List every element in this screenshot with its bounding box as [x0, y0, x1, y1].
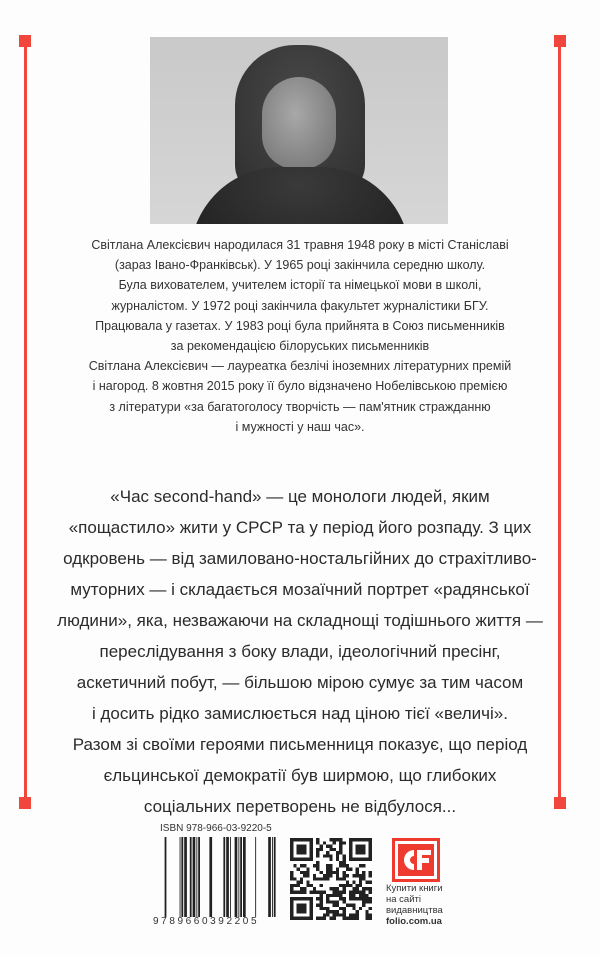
qr-module	[362, 871, 365, 874]
qr-module	[362, 904, 365, 907]
qr-module	[303, 887, 306, 890]
barcode-bar	[243, 837, 246, 917]
publisher-logo	[392, 838, 440, 882]
qr-module	[349, 868, 352, 871]
qr-module	[365, 881, 368, 884]
annotation-line: переслідування з боку влади, ідеологічний пресінг,	[99, 642, 501, 661]
qr-module	[306, 881, 309, 884]
qr-module	[336, 874, 339, 877]
qr-module	[359, 897, 362, 900]
qr-module	[293, 864, 296, 867]
qr-module	[326, 897, 329, 900]
qr-module	[349, 894, 352, 897]
bio-line: з літератури «за багатоголосу творчість — пам'ятник стражданню	[109, 399, 491, 414]
bio-line: Світлана Алексієвич — лауреатка безлічі іноземних літературних премій	[88, 359, 512, 374]
qr-module	[333, 904, 336, 907]
author-bio	[60, 235, 540, 437]
qr-module	[329, 854, 332, 857]
qr-module	[297, 868, 300, 871]
qr-module	[369, 871, 372, 874]
annotation-line: «пощастило» жити у СРСР та у період його розпаду. З цих	[68, 518, 532, 537]
qr-module	[297, 881, 300, 884]
qr-module	[352, 897, 355, 900]
qr-module	[342, 874, 345, 877]
qr-module	[290, 890, 293, 893]
barcode-bar	[274, 837, 276, 917]
qr-module	[356, 868, 359, 871]
qr-module	[323, 874, 326, 877]
shop-line: на сайті	[386, 894, 421, 905]
qr-module	[323, 907, 326, 910]
qr-module	[356, 910, 359, 913]
qr-module	[342, 887, 345, 890]
bio-line: Була вихователем, учителем історії та німецької мови в школі,	[118, 278, 482, 293]
qr-module	[320, 894, 323, 897]
qr-module	[329, 910, 332, 913]
qr-module	[306, 871, 309, 874]
barcode-bar	[240, 837, 242, 917]
qr-module	[339, 848, 342, 851]
qr-module	[342, 858, 345, 861]
qr-module	[339, 841, 342, 844]
annotation-line: Разом зі своїми героями письменниця показує, що період	[72, 735, 528, 754]
qr-module	[369, 890, 372, 893]
barcode-bar	[165, 837, 167, 917]
qr-module	[329, 894, 332, 897]
qr-module	[329, 900, 332, 903]
qr-module	[352, 907, 355, 910]
barcode-number: 9789660392205	[153, 916, 260, 927]
qr-module	[365, 894, 368, 897]
qr-module	[365, 900, 368, 903]
photo-face	[262, 77, 336, 169]
qr-module	[303, 874, 306, 877]
qr-module	[323, 917, 326, 920]
qr-module	[342, 907, 345, 910]
qr-module	[333, 871, 336, 874]
qr-module	[339, 838, 342, 841]
qr-module	[316, 897, 319, 900]
bio-line: журналістом. У 1972 році закінчила факультет журналістики БГУ.	[111, 298, 489, 313]
qr-module	[326, 910, 329, 913]
qr-module	[316, 868, 319, 871]
qr-module	[356, 887, 359, 890]
qr-module	[349, 913, 352, 916]
qr-module	[326, 874, 329, 877]
qr-module	[333, 838, 336, 841]
qr-module	[339, 913, 342, 916]
qr-module	[356, 897, 359, 900]
rail-cap-bottom-left	[19, 797, 31, 809]
qr-module	[336, 871, 339, 874]
qr-module	[369, 913, 372, 916]
bio-line: і мужності у наш час».	[235, 419, 365, 434]
barcode-bar	[272, 837, 273, 917]
qr-module	[342, 877, 345, 880]
qr-module	[333, 841, 336, 844]
qr-module	[336, 910, 339, 913]
qr-module	[320, 871, 323, 874]
qr-module	[369, 917, 372, 920]
barcode	[157, 837, 277, 917]
shop-line: Купити книги	[386, 883, 443, 894]
qr-module	[339, 864, 342, 867]
qr-module	[349, 897, 352, 900]
barcode-bar	[184, 837, 187, 917]
qr-module	[362, 887, 365, 890]
qr-module	[320, 897, 323, 900]
qr-module	[339, 890, 342, 893]
qr-module	[362, 877, 365, 880]
qr-module	[336, 877, 339, 880]
qr-module	[290, 871, 293, 874]
qr-module	[342, 917, 345, 920]
qr-module	[316, 854, 319, 857]
qr-module	[359, 877, 362, 880]
qr-module	[365, 897, 368, 900]
qr-code[interactable]	[290, 838, 372, 920]
qr-module	[326, 900, 329, 903]
qr-module	[293, 877, 296, 880]
qr-module	[359, 890, 362, 893]
qr-module	[362, 900, 365, 903]
qr-module	[346, 864, 349, 867]
qr-module	[290, 884, 293, 887]
rail-line-left	[24, 44, 27, 800]
qr-module	[346, 874, 349, 877]
qr-module	[320, 907, 323, 910]
qr-module	[316, 861, 319, 864]
barcode-bar	[226, 837, 229, 917]
qr-module	[320, 900, 323, 903]
barcode-bar	[193, 837, 196, 917]
qr-module	[356, 871, 359, 874]
annotation-line: одкровень — від замиловано-ностальгійних до страхітливо-	[63, 549, 537, 568]
annotation-line: соціальних перетворень не відбулося...	[143, 797, 457, 816]
qr-module	[339, 907, 342, 910]
barcode-bar	[209, 837, 212, 917]
qr-module	[369, 874, 372, 877]
qr-module	[290, 874, 293, 877]
barcode-bar	[238, 837, 239, 917]
qr-module	[326, 894, 329, 897]
qr-module	[323, 890, 326, 893]
isbn-label: ISBN 978-966-03-9220-5	[160, 823, 272, 834]
qr-module	[369, 897, 372, 900]
qr-module	[365, 917, 368, 920]
qr-module	[333, 848, 336, 851]
qr-module	[303, 864, 306, 867]
qr-module	[326, 868, 329, 871]
qr-module	[336, 904, 339, 907]
qr-module	[346, 868, 349, 871]
qr-module	[342, 900, 345, 903]
qr-module	[346, 904, 349, 907]
qr-module	[339, 884, 342, 887]
annotation-line: «Час second-hand» — це монологи людей, яким	[110, 487, 490, 506]
qr-module	[336, 858, 339, 861]
qr-module	[336, 890, 339, 893]
qr-module	[329, 848, 332, 851]
qr-module	[342, 890, 345, 893]
qr-module	[323, 877, 326, 880]
bio-line: за рекомендацією білоруських письменників	[170, 339, 430, 354]
qr-module	[349, 884, 352, 887]
qr-module	[303, 871, 306, 874]
qr-module	[342, 841, 345, 844]
qr-module	[352, 890, 355, 893]
qr-module	[300, 864, 303, 867]
qr-module	[297, 890, 300, 893]
qr-module	[313, 887, 316, 890]
barcode-bar	[190, 837, 192, 917]
qr-module	[329, 917, 332, 920]
qr-module	[346, 917, 349, 920]
qr-module	[359, 864, 362, 867]
qr-module	[316, 838, 319, 841]
qr-module	[365, 887, 368, 890]
qr-module	[306, 884, 309, 887]
qr-module	[333, 900, 336, 903]
qr-module	[313, 864, 316, 867]
qr-module	[313, 890, 316, 893]
qr-module	[316, 904, 319, 907]
qr-module	[300, 871, 303, 874]
qr-module	[356, 845, 366, 855]
qr-module	[362, 864, 365, 867]
annotation-line: і досить рідко замислюється над ціною тієї «величі».	[92, 704, 508, 723]
qr-module	[359, 884, 362, 887]
qr-module	[359, 874, 362, 877]
qr-module	[316, 890, 319, 893]
qr-module	[316, 851, 319, 854]
qr-module	[346, 884, 349, 887]
publisher-site-link[interactable]: folio.com.ua	[386, 916, 442, 927]
qr-module	[336, 838, 339, 841]
qr-module	[339, 861, 342, 864]
qr-module	[349, 890, 352, 893]
qr-module	[329, 838, 332, 841]
author-photo	[150, 37, 448, 224]
qr-module	[342, 861, 345, 864]
annotation-line: людини», яка, незважаючи на складнощі тодішнього життя —	[57, 611, 543, 630]
bio-line: і нагород. 8 жовтня 2015 року її було відзначено Нобелівською премією	[92, 379, 508, 394]
qr-module	[320, 877, 323, 880]
qr-module	[316, 917, 319, 920]
annotation-line: аскетичний побут, — більшою мірою сумує за тим часом	[76, 673, 524, 692]
qr-module	[352, 917, 355, 920]
shop-line: видавництва	[386, 905, 443, 916]
qr-module	[336, 868, 339, 871]
qr-module	[329, 868, 332, 871]
qr-module	[320, 845, 323, 848]
qr-module	[333, 890, 336, 893]
barcode-bar	[198, 837, 200, 917]
qr-module	[352, 904, 355, 907]
qr-module	[336, 900, 339, 903]
annotation-line: муторних — і складається мозаїчний портрет «радянської	[70, 580, 530, 599]
qr-module	[369, 900, 372, 903]
qr-module	[339, 877, 342, 880]
qr-module	[336, 854, 339, 857]
qr-module	[323, 854, 326, 857]
qr-module	[316, 848, 319, 851]
qr-module	[362, 890, 365, 893]
qr-module	[297, 904, 307, 914]
qr-module	[306, 868, 309, 871]
qr-module	[336, 913, 339, 916]
qr-module	[320, 848, 323, 851]
qr-module	[359, 881, 362, 884]
qr-module	[349, 917, 352, 920]
qr-module	[320, 884, 323, 887]
qr-module	[336, 851, 339, 854]
qr-module	[326, 854, 329, 857]
qr-module	[359, 894, 362, 897]
qr-module	[342, 854, 345, 857]
barcode-bar	[255, 837, 256, 917]
barcode-bar	[268, 837, 271, 917]
annotation-line: єльцинської демократії був ширмою, що глибоких	[103, 766, 497, 785]
qr-module	[326, 871, 329, 874]
bio-line: Працювала у газетах. У 1983 році була прийнята в Союз письменників	[95, 318, 505, 333]
qr-module	[362, 874, 365, 877]
qr-module	[352, 894, 355, 897]
book-annotation	[40, 481, 560, 822]
qr-module	[352, 874, 355, 877]
qr-module	[342, 884, 345, 887]
qr-module	[306, 874, 309, 877]
qr-module	[329, 874, 332, 877]
qr-module	[326, 851, 329, 854]
qr-module	[356, 913, 359, 916]
qr-module	[336, 887, 339, 890]
qr-module	[356, 874, 359, 877]
qr-module	[326, 864, 329, 867]
qr-module	[326, 913, 329, 916]
photo-body	[190, 167, 410, 224]
qr-module	[369, 907, 372, 910]
qr-module	[339, 894, 342, 897]
qr-module	[316, 877, 319, 880]
qr-module	[329, 845, 332, 848]
qr-module	[300, 881, 303, 884]
qr-module	[336, 894, 339, 897]
qr-module	[352, 881, 355, 884]
barcode-bar	[181, 837, 183, 917]
qr-module	[333, 887, 336, 890]
qr-module	[362, 894, 365, 897]
qr-module	[316, 841, 319, 844]
qr-module	[369, 887, 372, 890]
qr-module	[323, 841, 326, 844]
qr-module	[329, 864, 332, 867]
qr-module	[303, 890, 306, 893]
qr-module	[293, 884, 296, 887]
qr-module	[290, 877, 293, 880]
qr-module	[356, 890, 359, 893]
qr-module	[356, 884, 359, 887]
qr-module	[333, 913, 336, 916]
publisher-shop-text	[386, 883, 443, 927]
qr-module	[365, 910, 368, 913]
qr-module	[333, 917, 336, 920]
bio-line: Світлана Алексієвич народилася 31 травня 1948 року в місті Станіславі	[91, 238, 509, 252]
qr-module	[352, 913, 355, 916]
qr-module	[320, 904, 323, 907]
qr-module	[297, 845, 307, 855]
qr-module	[300, 887, 303, 890]
qr-module	[297, 884, 300, 887]
barcode-bar	[180, 837, 181, 917]
qr-module	[300, 890, 303, 893]
qr-module	[310, 890, 313, 893]
qr-module	[320, 917, 323, 920]
qr-module	[320, 890, 323, 893]
qr-module	[323, 913, 326, 916]
qr-module	[310, 884, 313, 887]
qr-module	[339, 897, 342, 900]
qr-module	[342, 864, 345, 867]
qr-module	[333, 910, 336, 913]
qr-module	[365, 913, 368, 916]
barcode-bar	[230, 837, 231, 917]
qr-module	[293, 890, 296, 893]
barcode-bar	[235, 837, 238, 917]
qr-module	[326, 845, 329, 848]
qr-module	[349, 904, 352, 907]
qr-module	[326, 907, 329, 910]
qr-module	[346, 881, 349, 884]
barcode-bar	[223, 837, 225, 917]
qr-module	[290, 887, 293, 890]
qr-module	[356, 917, 359, 920]
qr-module	[329, 871, 332, 874]
qr-module	[369, 881, 372, 884]
qr-module	[339, 845, 342, 848]
qr-module	[359, 907, 362, 910]
bio-line: (зараз Івано-Франківськ). У 1965 році закінчила середню школу.	[114, 258, 486, 273]
qr-module	[313, 874, 316, 877]
barcode-bar	[196, 837, 197, 917]
qr-module	[313, 877, 316, 880]
qr-module	[326, 877, 329, 880]
qr-module	[362, 897, 365, 900]
qr-module	[342, 910, 345, 913]
qr-module	[316, 864, 319, 867]
qr-module	[329, 887, 332, 890]
qr-module	[329, 858, 332, 861]
qr-module	[339, 851, 342, 854]
qr-module	[300, 877, 303, 880]
qr-module	[333, 894, 336, 897]
qr-module	[342, 913, 345, 916]
qr-module	[342, 871, 345, 874]
qr-module	[342, 897, 345, 900]
qr-module	[352, 887, 355, 890]
